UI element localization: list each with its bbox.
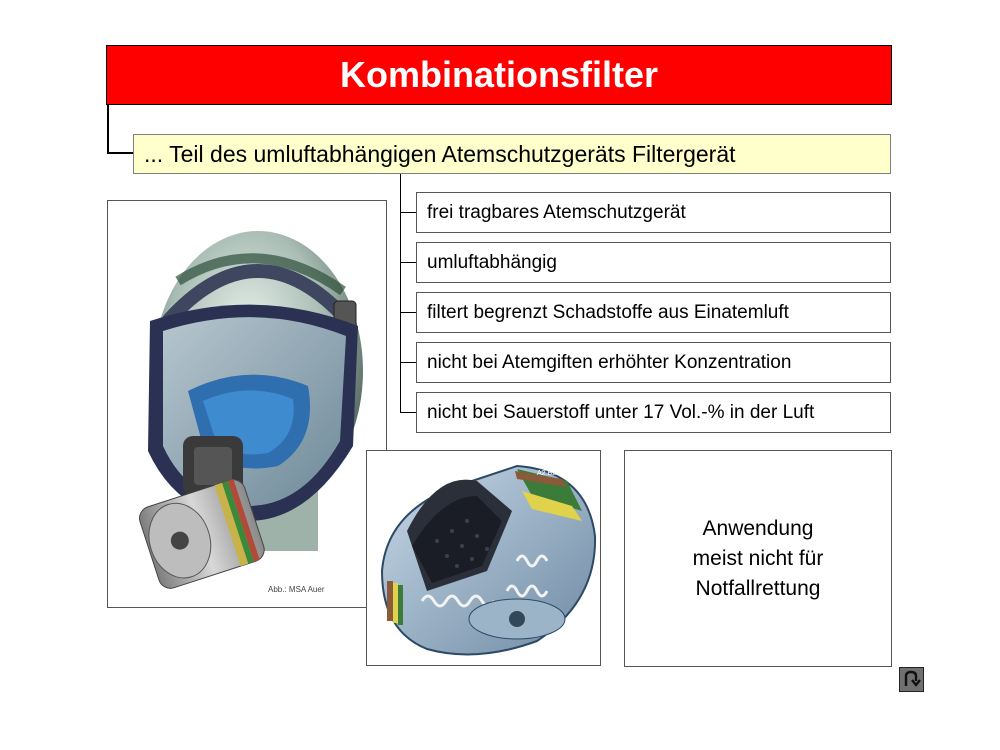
mask-photo <box>107 200 387 608</box>
connector-feature-4 <box>400 362 416 363</box>
u-turn-back-icon <box>900 668 923 691</box>
usage-note-text <box>693 514 824 604</box>
page-title <box>106 45 892 105</box>
feature-label: umluftabhängig <box>427 251 557 273</box>
connector-feature-5 <box>400 412 416 413</box>
feature-item-portable <box>416 192 891 233</box>
connector-features-vertical <box>400 174 401 413</box>
back-button[interactable] <box>899 667 924 692</box>
feature-label: frei tragbares Atemschutzgerät <box>427 201 686 223</box>
note-line: Anwendung <box>702 516 814 540</box>
subtitle <box>133 134 891 174</box>
feature-item-not-high-concentration <box>416 342 891 383</box>
feature-label: nicht bei Atemgiften erhöhter Konzentration <box>427 351 792 373</box>
filter-cutaway-illustration <box>367 451 601 666</box>
note-line: Notfallrettung <box>695 576 821 600</box>
connector-feature-1 <box>400 212 416 213</box>
feature-label: filtert begrenzt Schadstoffe aus Einatemluft <box>427 301 789 323</box>
feature-label: nicht bei Sauerstoff unter 17 Vol.-% in der Luft <box>427 401 815 423</box>
connector-title-subtitle-vertical <box>107 105 109 153</box>
connector-title-subtitle-horizontal <box>107 152 133 154</box>
gas-mask-illustration <box>108 201 387 608</box>
usage-note <box>624 450 892 667</box>
feature-item-ambient-air <box>416 242 891 283</box>
page-title-text: Kombinationsfilter <box>339 54 658 95</box>
subtitle-text: ... Teil des umluftabhängigen Atemschutzgeräts Filtergerät <box>144 140 736 167</box>
feature-item-filters <box>416 292 891 333</box>
photo-caption: Abb.: MSA Auer <box>268 585 325 594</box>
filter-type-label: A2 B2 E2 K2 <box>537 470 578 477</box>
note-line: meist nicht für <box>692 546 824 570</box>
connector-feature-2 <box>400 262 416 263</box>
connector-feature-3 <box>400 312 416 313</box>
filter-cutaway-photo <box>366 450 601 666</box>
feature-item-oxygen-limit <box>416 392 891 433</box>
